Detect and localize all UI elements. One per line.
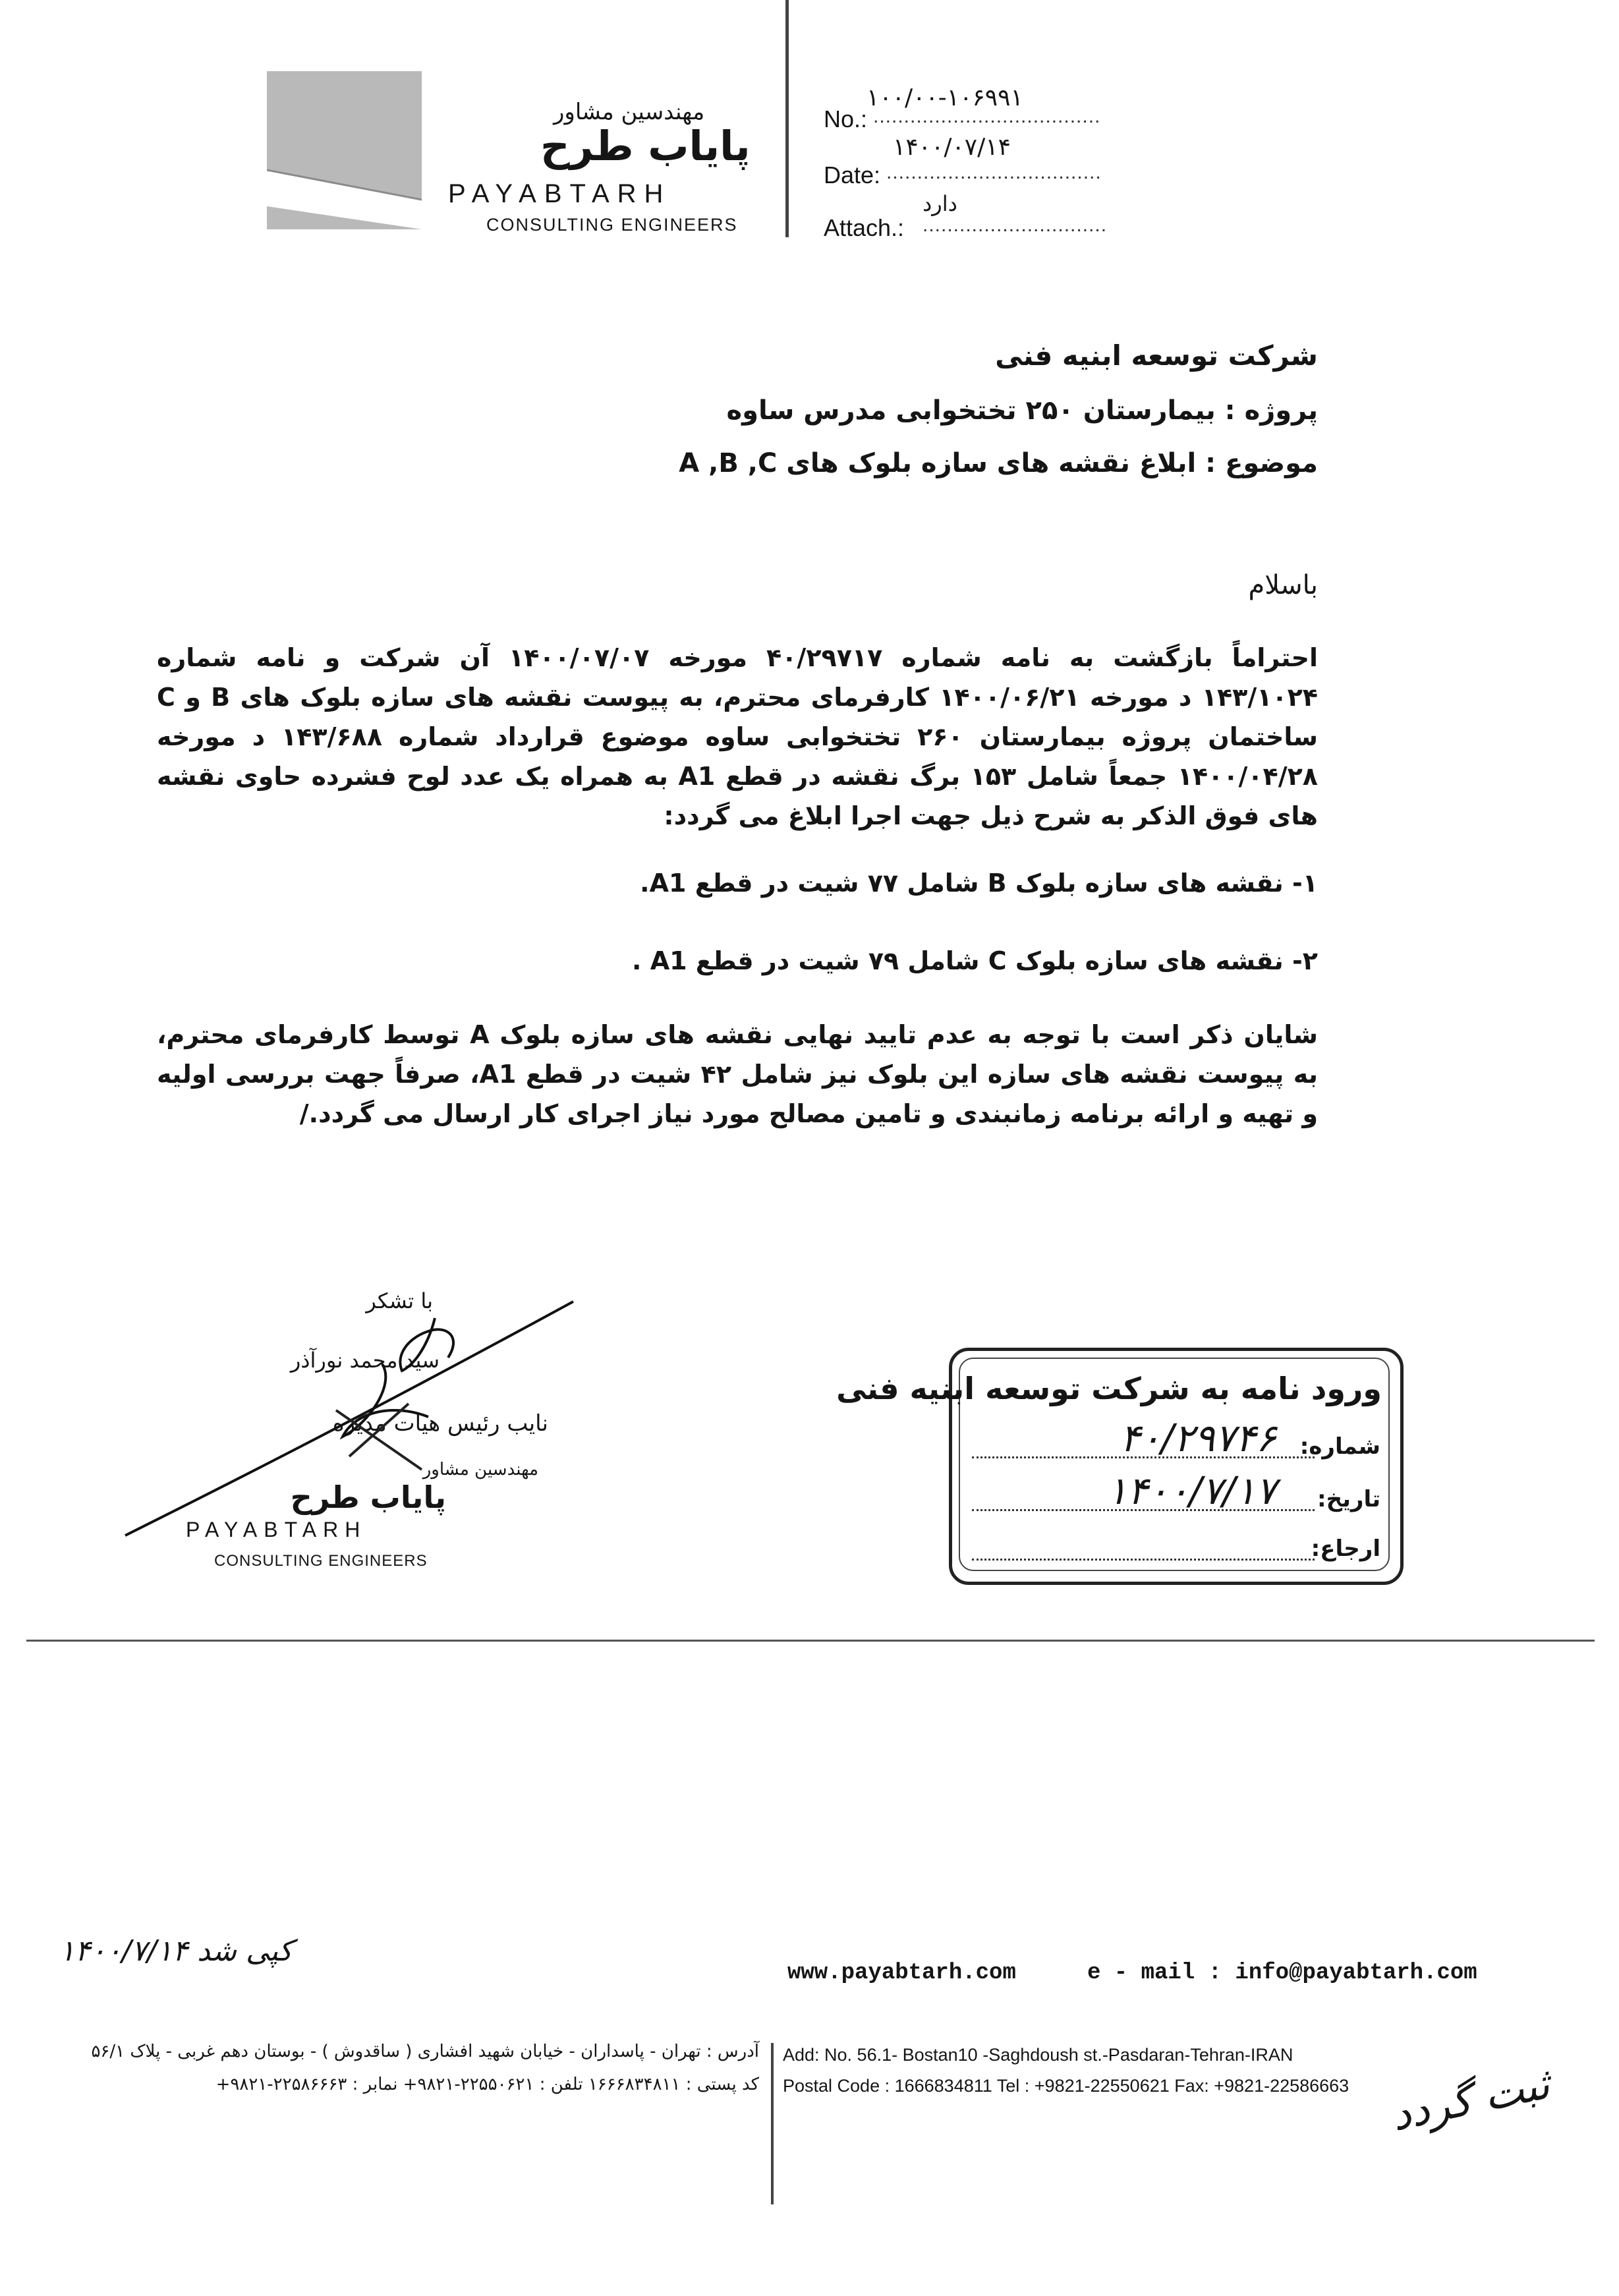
- logo-english-subtitle: CONSULTING ENGINEERS: [486, 215, 738, 235]
- receipt-date-value: ۱۴۰۰/۷/۱۷: [1106, 1468, 1276, 1513]
- project-line: پروژه : بیمارستان ۲۵۰ تختخوابی مدرس ساوه: [726, 395, 1318, 426]
- recipient: شرکت توسعه ابنیه فنی: [995, 339, 1318, 372]
- signer-name: سید محمد نورآذر: [290, 1348, 440, 1373]
- handwritten-signature: [119, 1292, 580, 1555]
- closing: با تشکر: [366, 1288, 433, 1313]
- receipt-number-label: شماره:: [1299, 1433, 1380, 1460]
- footer-contact-persian: کد پستی : ۱۶۶۶۸۳۴۸۱۱ تلفن : ۲۲۵۵۰۶۲۱-۹۸۲۱+ نمابر : ۲۲۵۸۶۶۶۳-۹۸۲۱+: [215, 2075, 759, 2094]
- receipt-stamp-title: ورود نامه به شرکت توسعه ابنیه فنی: [836, 1371, 1382, 1406]
- attachment-value: دارد: [923, 191, 957, 216]
- list-item-2: ۲- نقشه های سازه بلوک C شامل ۷۹ شیت در قطع A1 .: [632, 946, 1318, 975]
- signature-stamp-persian-name: پایاب طرح: [290, 1479, 446, 1515]
- attachment-dots: ..............................: [923, 214, 1108, 236]
- signature-stamp-english-subtitle: CONSULTING ENGINEERS: [214, 1552, 428, 1570]
- letter-number-value: ۱۰۰/۰۰-۱۰۶۹۹۱: [866, 84, 1023, 111]
- logo-persian-name: پایاب طرح: [540, 122, 751, 170]
- receipt-referral-label: ارجاع:: [1311, 1535, 1380, 1562]
- handwritten-register-note: ثبت گردد: [1386, 2059, 1554, 2141]
- list-item-1: ۱- نقشه های سازه بلوک B شامل ۷۷ شیت در قطع A1.: [640, 869, 1318, 898]
- receipt-date-label: تاریخ:: [1317, 1486, 1380, 1512]
- handwritten-copy-note: کپی شد ۱۴۰۰/۷/۱۴: [59, 1934, 293, 1968]
- letter-date-value: ۱۴۰۰/۰۷/۱۴: [893, 134, 1011, 161]
- footer-contact-english: Postal Code : 1666834811 Tel : +9821-22550621 Fax: +9821-22586663: [783, 2076, 1349, 2096]
- footer-website: www.payabtarh.com: [787, 1961, 1016, 1986]
- letter-date-dots: ...................................: [886, 161, 1102, 183]
- logo-swoosh-icon: [267, 71, 422, 229]
- letter-date-label: Date:: [824, 161, 881, 188]
- footer-email: e - mail : info@payabtarh.com: [1087, 1961, 1477, 1986]
- footer-address-english: Add: No. 56.1- Bostan10 -Saghdoush st.-Pasdaran-Tehran-IRAN: [783, 2045, 1293, 2065]
- signature-stamp-persian-subtitle: مهندسین مشاور: [422, 1460, 538, 1479]
- receipt-number-value: ۴۰/۲۹۷۴۶: [1120, 1416, 1276, 1460]
- subject-line: موضوع : ابلاغ نقشه های سازه بلوک های A ,B ,C: [679, 448, 1318, 478]
- company-logo-graphic: [267, 71, 422, 229]
- footer-divider: [771, 2043, 774, 2204]
- footer-separator: [26, 1640, 1595, 1642]
- body-paragraph-2: شایان ذکر است با توجه به عدم تایید نهایی نقشه های سازه بلوک A توسط کارفرمای محترم، به پیوست نقشه های سازه این بلوک نیز شامل ۴۲ شیت در قطع A1، صرفاً جهت بررسی اولیه و تهیه و ارائه برنامه زمانبندی و تامین مصالح مورد نیاز اجرای کار ارسال می گردد./: [157, 1020, 1319, 1128]
- signature-stamp-english-name: PAYABTARH: [186, 1518, 367, 1541]
- greeting: باسلام: [1248, 570, 1318, 600]
- logo-persian-subtitle: مهندسین مشاور: [554, 99, 705, 125]
- signer-title: نایب رئیس هیات مدیره: [332, 1410, 548, 1437]
- letter-number-dots: .....................................: [873, 105, 1101, 127]
- receipt-referral-dots: [972, 1559, 1315, 1561]
- body-paragraph-1: احتراماً بازگشت به نامه شماره ۴۰/۲۹۷۱۷ مورخه ۱۴۰۰/۰۷/۰۷ آن شرکت و نامه شماره ۱۴۳/۱۰۲۴ د مورخه ۱۴۰۰/۰۶/۲۱ کارفرمای محترم، به پیوست نقشه های سازه بلوک های B و C ساختمان پروژه بیمارستان ۲۶۰ تختخوابی ساوه موضوع قرارداد شماره ۱۴۳/۶۸۸ د مورخه ۱۴۰۰/۰۴/۲۸ جمعاً شامل ۱۵۳ برگ نقشه در قطع A1 به همراه یک عدد لوح فشرده حاوی نقشه های فوق الذکر به شرح ذیل جهت اجرا ابلاغ می گردد:: [157, 643, 1318, 830]
- logo-english-name: PAYABTARH: [448, 179, 671, 208]
- header-divider: [785, 0, 789, 237]
- attachment-label: Attach.:: [824, 214, 905, 241]
- letter-number-label: No.:: [824, 105, 868, 132]
- footer-address-persian: آدرس : تهران - پاسداران - خیابان شهید افشاری ( ساقدوش ) - بوستان دهم غربی - پلاک ۵۶/۱: [91, 2042, 759, 2061]
